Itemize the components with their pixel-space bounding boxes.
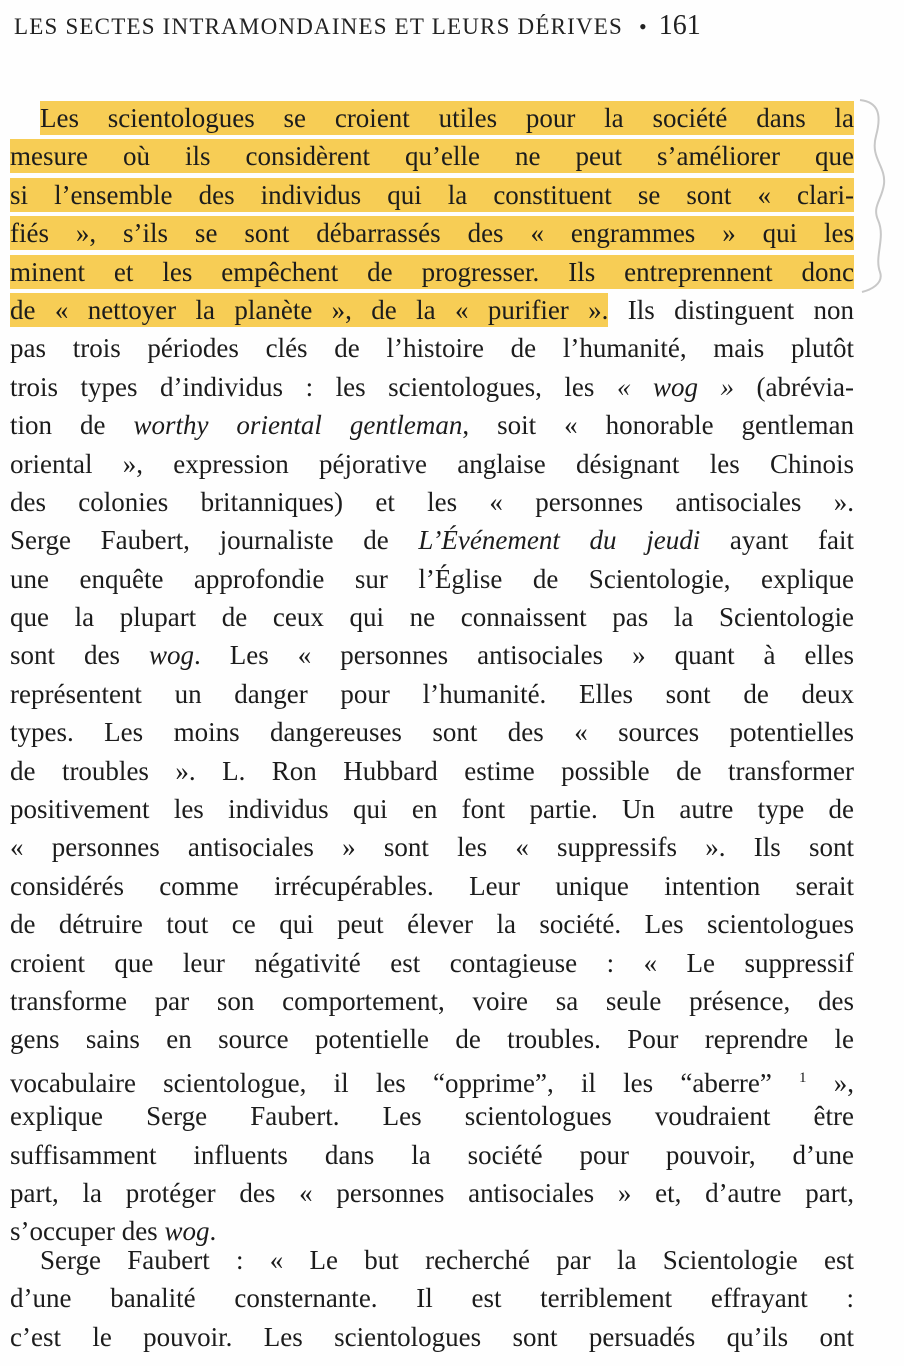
text-line: explique Serge Faubert. Les scientologues voudraient être xyxy=(10,1101,854,1132)
paragraph-2 xyxy=(10,1241,854,1356)
text-line xyxy=(10,636,854,674)
text-segment: , soit « honorable gentleman xyxy=(462,410,854,441)
highlighted-text: de « nettoyer la planète », de la « purifier ». xyxy=(10,294,609,325)
text-line xyxy=(10,291,854,329)
text-segment: », xyxy=(806,1067,855,1098)
text-line: « personnes antisociales » sont les « suppressifs ». Ils sont xyxy=(10,832,854,863)
italic-term: wog xyxy=(164,1216,210,1247)
text-line xyxy=(10,406,854,444)
text-segment: trois types d’individus : les scientologues, les xyxy=(10,371,617,402)
page-number: 161 xyxy=(658,10,701,41)
text-line: représentent un danger pour l’humanité. Elles sont de deux xyxy=(10,678,854,709)
text-line: de détruire tout ce qui peut élever la société. Les scientologues xyxy=(10,909,854,940)
text-line xyxy=(10,137,854,175)
highlighted-text: fiés », s’ils se sont débarrassés des « engrammes » qui les xyxy=(10,218,854,249)
text-line: des colonies britanniques) et les « personnes antisociales ». xyxy=(10,486,854,517)
running-head xyxy=(14,10,854,44)
highlighted-text: Les scientologues se croient utiles pour la société dans la xyxy=(40,103,854,133)
text-line: suffisamment influents dans la société pour pouvoir, d’une xyxy=(10,1139,854,1170)
text-segment: Serge Faubert, journaliste de xyxy=(10,525,419,556)
text-line: Serge Faubert : « Le but recherché par la Scientologie est xyxy=(40,1245,854,1275)
text-line: positivement les individus qui en font partie. Un autre type de xyxy=(10,794,854,825)
text-line: d’une banalité consternante. Il est terriblement effrayant : xyxy=(10,1283,854,1314)
text-line: croient que leur négativité est contagieuse : « Le suppressif xyxy=(10,947,854,978)
text-segment: (abrévia- xyxy=(734,371,854,402)
text-line xyxy=(10,99,854,137)
text-segment: tion de xyxy=(10,410,134,441)
italic-term: worthy oriental gentleman xyxy=(133,410,463,441)
text-segment: s’occuper des xyxy=(10,1216,165,1247)
text-segment: . Les « personnes antisociales » quant à elles xyxy=(194,640,854,671)
header-bullet: • xyxy=(639,14,647,39)
italic-term: wog xyxy=(148,640,194,671)
text-line: une enquête approfondie sur l’Église de Scientologie, explique xyxy=(10,563,854,594)
text-line xyxy=(10,368,854,406)
text-segment: . xyxy=(209,1216,217,1247)
text-segment: ayant fait xyxy=(700,525,855,556)
text-segment: vocabulaire scientologue, il les “opprime”, il les “aberre” xyxy=(10,1067,800,1098)
text-line: transforme par son comportement, voire sa seule présence, des xyxy=(10,985,854,1016)
pencil-bracket-mark xyxy=(856,96,900,296)
italic-title: L’Événement du jeudi xyxy=(418,525,701,556)
highlighted-text: mesure où ils considèrent qu’elle ne peut s’améliorer que xyxy=(10,141,854,172)
footnote-ref[interactable]: 1 xyxy=(799,1069,807,1086)
text-line: pas trois périodes clés de l’histoire de l’humanité, mais plutôt xyxy=(10,333,854,364)
text-line xyxy=(10,253,854,291)
highlighted-text: si l’ensemble des individus qui la constituent se sont « clari- xyxy=(10,179,854,210)
text-line xyxy=(10,176,854,214)
highlighted-text: minent et les empêchent de progresser. Ils entreprennent donc xyxy=(10,256,854,287)
text-line: que la plupart de ceux qui ne connaissent pas la Scientologie xyxy=(10,602,854,633)
text-segment: sont des xyxy=(10,640,149,671)
text-line xyxy=(10,214,854,252)
text-line: considérés comme irrécupérables. Leur unique intention serait xyxy=(10,870,854,901)
text-line: oriental », expression péjorative anglaise désignant les Chinois xyxy=(10,448,854,479)
text-line xyxy=(10,521,854,559)
text-line xyxy=(10,1059,854,1097)
running-title: LES SECTES INTRAMONDAINES ET LEURS DÉRIVES xyxy=(14,14,624,39)
text-line: c’est le pouvoir. Les scientologues sont persuadés qu’ils ont xyxy=(10,1321,854,1352)
text-segment: Ils distinguent non xyxy=(608,294,854,325)
italic-term: « wog » xyxy=(616,371,735,402)
text-line: de troubles ». L. Ron Hubbard estime possible de transformer xyxy=(10,755,854,786)
text-line: types. Les moins dangereuses sont des « sources potentielles xyxy=(10,717,854,748)
paragraph-1 xyxy=(10,99,854,1251)
text-line: gens sains en source potentielle de troubles. Pour reprendre le xyxy=(10,1024,854,1055)
text-line: part, la protéger des « personnes antisociales » et, d’autre part, xyxy=(10,1177,854,1208)
